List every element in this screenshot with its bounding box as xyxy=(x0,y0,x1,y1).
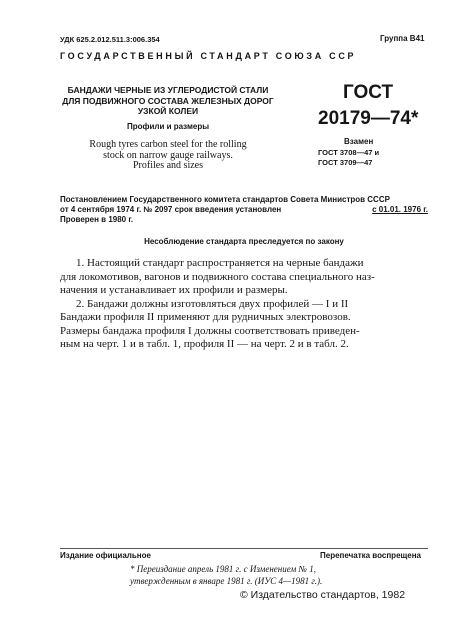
english-title-line: Rough tyres carbon steel for the rolling xyxy=(89,139,247,150)
footer-divider xyxy=(60,548,428,549)
body-line: для локомотивов, вагонов и подвижного состава специального наз- xyxy=(60,270,375,283)
english-title-line: Profiles and sizes xyxy=(133,160,203,171)
udk-code: УДК 625.2.012.511.3:006.354 xyxy=(60,35,160,44)
body-line: Размеры бандажа профиля I должны соответствовать приведен- xyxy=(60,324,360,337)
decree-line xyxy=(60,205,428,215)
english-title-line: stock on narrow gauge railways. xyxy=(103,149,233,161)
decree-line-text: Постановлением Государственного комитета стандартов Совета Министров СССР xyxy=(60,195,390,204)
gost-label: ГОСТ xyxy=(343,82,394,103)
replaces-label: Взамен xyxy=(344,137,374,146)
body-line: 1. Настоящий стандарт распространяется на черные бандажи xyxy=(76,257,364,269)
gost-number: 20179—74* xyxy=(318,108,419,129)
reprint-notice: Перепечатка воспрещена xyxy=(320,551,421,560)
decree-line-text: от 4 сентября 1974 г. № 2097 срок введения установлен xyxy=(60,205,282,214)
title-line: БАНДАЖИ ЧЕРНЫЕ ИЗ УГЛЕРОДИСТОЙ СТАЛИ xyxy=(67,85,269,95)
body-line: 2. Бандажи должны изготовляться двух профилей — I и II xyxy=(76,297,349,310)
decree-line xyxy=(60,215,428,225)
english-title xyxy=(62,140,274,172)
standard-banner: ГОСУДАРСТВЕННЫЙ СТАНДАРТ СОЮЗА ССР xyxy=(60,51,357,61)
document-title xyxy=(62,85,274,117)
effective-date: с 01.01. 1976 г. xyxy=(372,205,428,214)
replaced-standard: ГОСТ 3708—47 и xyxy=(318,148,380,157)
group-code: Группа В41 xyxy=(380,34,425,43)
body-line: начения и устанавливает их профили и размеры. xyxy=(60,284,288,296)
document-subtitle: Профили и размеры xyxy=(126,122,210,131)
copyright-notice: © Издательство стандартов, 1982 xyxy=(240,589,406,601)
title-line: УЗКОЙ КОЛЕИ xyxy=(137,106,199,116)
title-line: ДЛЯ ПОДВИЖНОГО СОСТАВА ЖЕЛЕЗНЫХ ДОРОГ xyxy=(62,95,274,106)
legal-warning: Несоблюдение стандарта преследуется по закону xyxy=(144,237,344,246)
footnote-line: * Переиздание апрель 1981 г. с Изменением № 1, xyxy=(130,564,317,574)
footnote-line: утвержденным в январе 1981 г. (ИУС 4—1981 г.). xyxy=(130,576,323,586)
document-body xyxy=(60,257,428,352)
decree-text xyxy=(60,195,428,225)
review-date: Проверен в 1980 г. xyxy=(60,215,134,224)
decree-line xyxy=(60,195,428,205)
body-line: ным на черт. 1 и в табл. 1, профиля II — на черт. 2 и в табл. 2. xyxy=(60,338,349,350)
body-line: Бандажи профиля II применяют для рудничных электровозов. xyxy=(60,311,351,323)
reissue-footnote xyxy=(130,563,430,587)
official-edition-label: Издание официальное xyxy=(60,551,151,560)
replaced-standard: ГОСТ 3709—47 xyxy=(318,158,373,167)
